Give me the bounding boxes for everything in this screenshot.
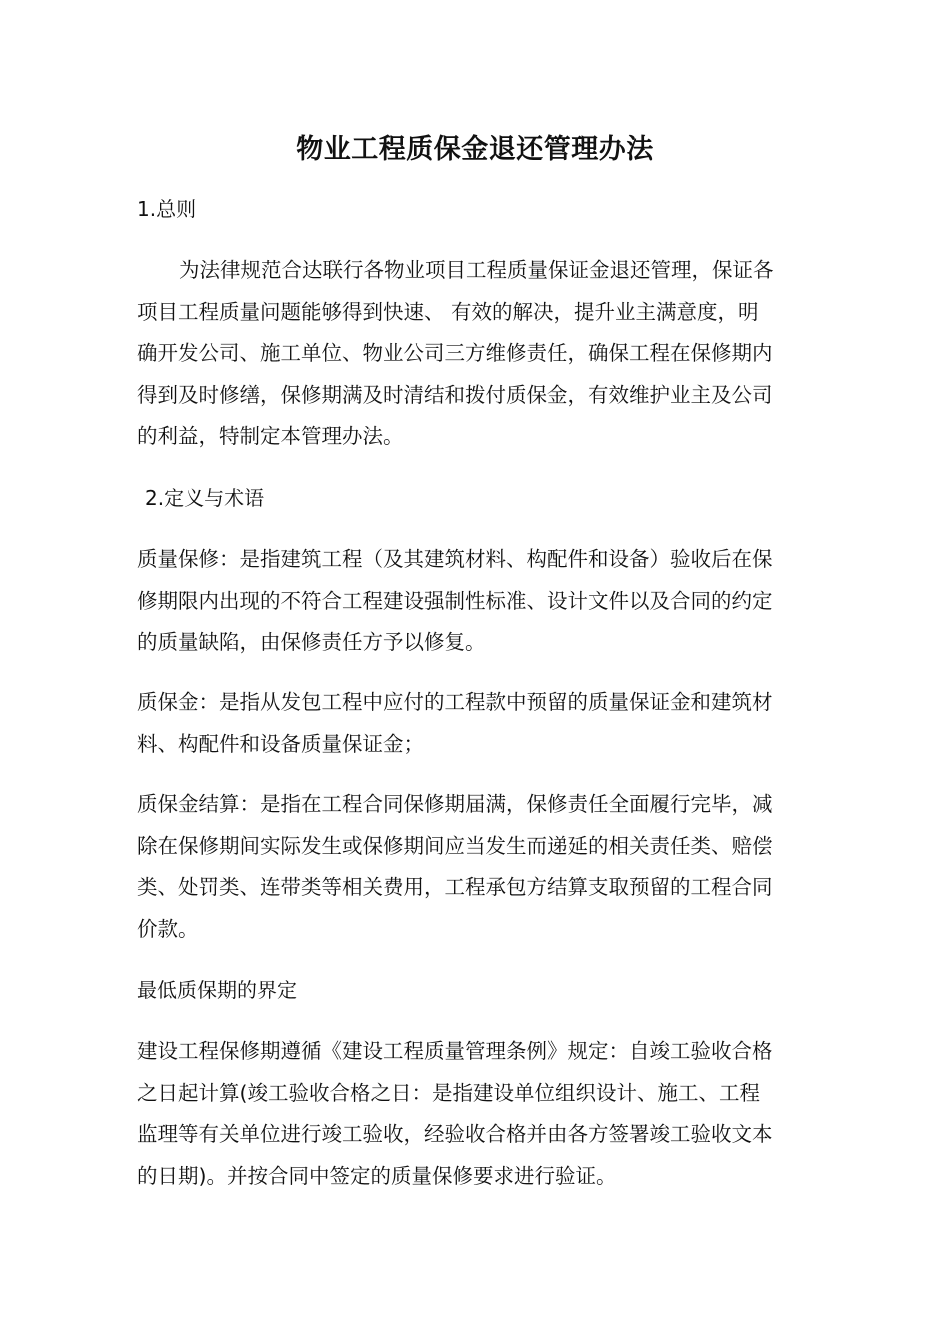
- paragraph-line: 之日起计算(竣工验收合格之日：是指建设单位组织设计、施工、工程: [137, 1080, 760, 1105]
- paragraph-line: 为法律规范合达联行各物业项目工程质量保证金退还管理，保证各: [179, 258, 774, 282]
- section-heading-min-warranty: 最低质保期的界定: [137, 978, 297, 1002]
- section-heading-definitions: 2.定义与术语: [145, 486, 265, 510]
- paragraph-line: 建设工程保修期遵循《建设工程质量管理条例》规定：自竣工验收合格: [137, 1039, 773, 1063]
- paragraph-line: 质量保修：是指建筑工程（及其建筑材料、构配件和设备）验收后在保: [137, 547, 773, 571]
- paragraph-warranty-period: [137, 1031, 813, 1197]
- paragraph-line: 除在保修期间实际发生或保修期间应当发生而递延的相关责任类、赔偿: [137, 833, 773, 858]
- paragraph-line: 的利益，特制定本管理办法。: [137, 424, 404, 448]
- paragraph-line: 质保金结算：是指在工程合同保修期届满，保修责任全面履行完毕，减: [137, 792, 773, 816]
- document-title: 物业工程质保金退还管理办法: [296, 134, 654, 165]
- paragraph-line: 的日期)。并按合同中签定的质量保修要求进行验证。: [137, 1163, 617, 1188]
- paragraph-retention-settlement: [137, 784, 813, 950]
- paragraph-line: 得到及时修缮，保修期满及时清结和拨付质保金，有效维护业主及公司: [137, 382, 773, 407]
- paragraph-line: 质保金：是指从发包工程中应付的工程款中预留的质量保证金和建筑材: [137, 690, 773, 714]
- paragraph-line: 项目工程质量问题能够得到快速、 有效的解决，提升业主满意度，明: [137, 299, 759, 324]
- paragraph-line: 类、处罚类、连带类等相关费用，工程承包方结算支取预留的工程合同: [137, 875, 773, 899]
- section-heading-general: 1.总则: [137, 197, 197, 221]
- paragraph-quality-warranty: [137, 539, 813, 664]
- paragraph-line: 料、构配件和设备质量保证金；: [137, 731, 424, 756]
- paragraph-line: 价款。: [137, 916, 199, 941]
- paragraph-line: 监理等有关单位进行竣工验收，经验收合格并由各方签署竣工验收文本: [137, 1122, 773, 1146]
- paragraph-line: 修期限内出现的不符合工程建设强制性标准、设计文件以及合同的约定: [137, 588, 773, 613]
- paragraph-retention-money: [137, 682, 813, 765]
- paragraph-general: [137, 250, 813, 458]
- paragraph-line: 确开发公司、施工单位、物业公司三方维修责任，确保工程在保修期内: [137, 341, 773, 365]
- paragraph-line: 的质量缺陷，由保修责任方予以修复。: [137, 630, 486, 654]
